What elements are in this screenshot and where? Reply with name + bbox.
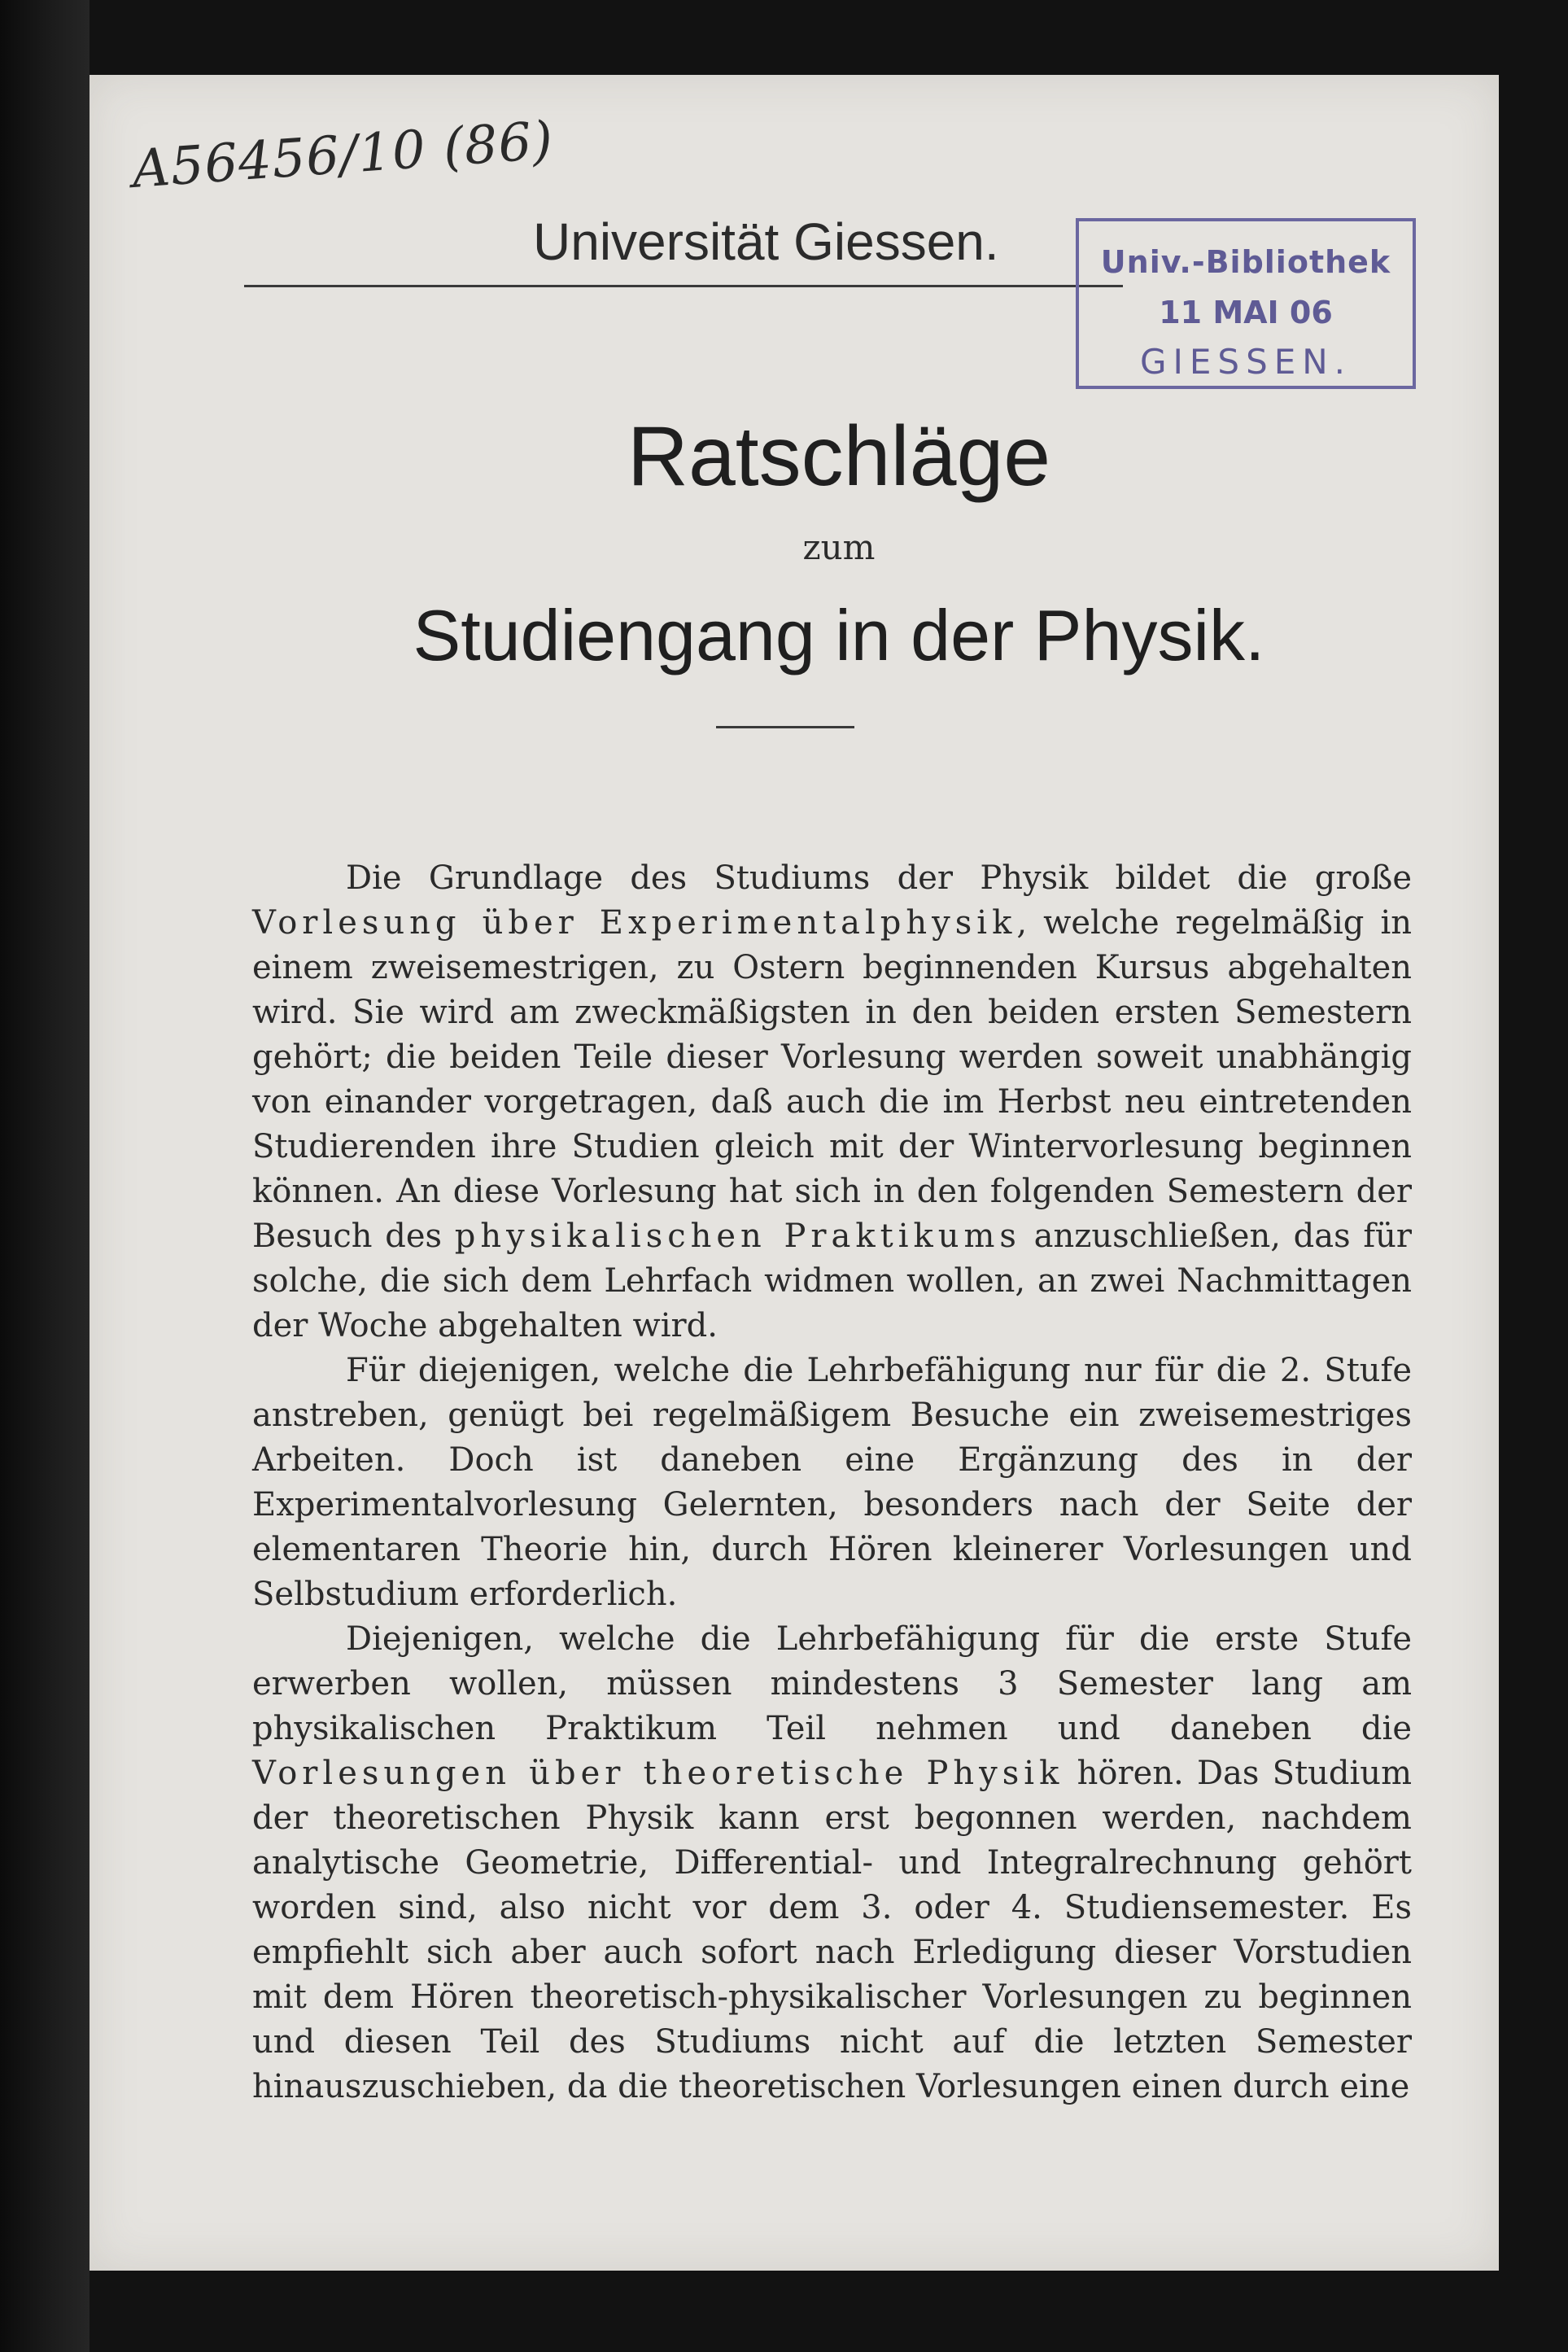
document-subtitle: Studiengang in der Physik.	[413, 595, 1265, 675]
paragraph-1-part-e: anzuschließen, das für solche, die sich dem Lehrfach widmen wollen, an zwei Nachmittagen der Woche abgehalten wird.	[252, 1218, 1412, 1344]
paragraph-3	[252, 1617, 1412, 2109]
document-page	[90, 75, 1499, 2271]
university-heading: Universität Giessen.	[533, 212, 999, 271]
emphasis-theoretische-physik: Vorlesungen über theoretische Physik	[252, 1755, 1064, 1792]
title-divider	[716, 726, 854, 728]
library-stamp	[1076, 218, 1416, 389]
emphasis-experimentalphysik: Vorlesung über Experimentalphysik	[252, 904, 1017, 942]
paragraph-2: Für diejenigen, welche die Lehrbefähigung nur für die 2. Stufe anstreben, genügt bei regelmäßigem Besuche ein zweisemestriges Arbeiten. Doch ist daneben eine Ergänzung des in der Experimentalvorlesung Gelernten, besonders nach der Seite der elementaren Theorie hin, durch Hören kleinerer Vorlesungen und Selbstudium erforderlich.	[252, 1352, 1412, 1613]
book-binding-edge	[0, 0, 90, 2352]
stamp-date: 11 MAI 06	[1159, 295, 1333, 330]
stamp-city: GIESSEN.	[1139, 342, 1352, 382]
header-divider	[244, 285, 1123, 287]
paragraph-1-part-c: , welche regelmäßig in einem zweisemestrigen, zu Ostern beginnenden Kursus abgehalten wird. Sie wird am zweckmäßigsten in den beiden ersten Semestern gehört; die beiden Teile dieser Vorlesung werden soweit unabhängig von einander vorgetragen, daß auch die im Herbst neu eintretenden Studierenden ihre Studien gleich mit der Wintervorlesung beginnen können. An diese Vorlesung hat sich in den folgenden Semestern der Besuch des	[252, 904, 1412, 1255]
title-connector: zum	[802, 527, 876, 567]
paragraph-3-part-c: hören. Das Studium der theoretischen Physik kann erst begonnen werden, nachdem analytische Geometrie, Differential- und Integralrechnung gehört worden sind, also nicht vor dem 3. oder 4. Studiensemester. Es empfiehlt sich aber auch sofort nach Erledigung dieser Vorstudien mit dem Hören theoretisch-physikalischer Vorlesungen zu beginnen und diesen Teil des Studiums nicht auf die letzten Semester hinauszuschieben, da die theoretischen Vorlesungen einen durch eine	[252, 1755, 1412, 2105]
body-text	[252, 856, 1412, 2109]
paragraph-3-part-a: Diejenigen, welche die Lehrbefähigung für die erste Stufe erwerben wollen, müssen mindestens 3 Semester lang am physikalischen Praktikum Teil nehmen und daneben die	[252, 1620, 1412, 1747]
handwritten-shelfmark: A56456/10 (86)	[130, 111, 556, 200]
emphasis-praktikum: physikalischen Praktikums	[454, 1218, 1021, 1255]
paragraph-1	[252, 856, 1412, 1349]
stamp-library-name: Univ.-Bibliothek	[1100, 244, 1391, 280]
paragraph-1-part-a: Die Grundlage des Studiums der Physik bildet die große	[346, 859, 1412, 897]
document-title: Ratschläge	[627, 409, 1051, 504]
